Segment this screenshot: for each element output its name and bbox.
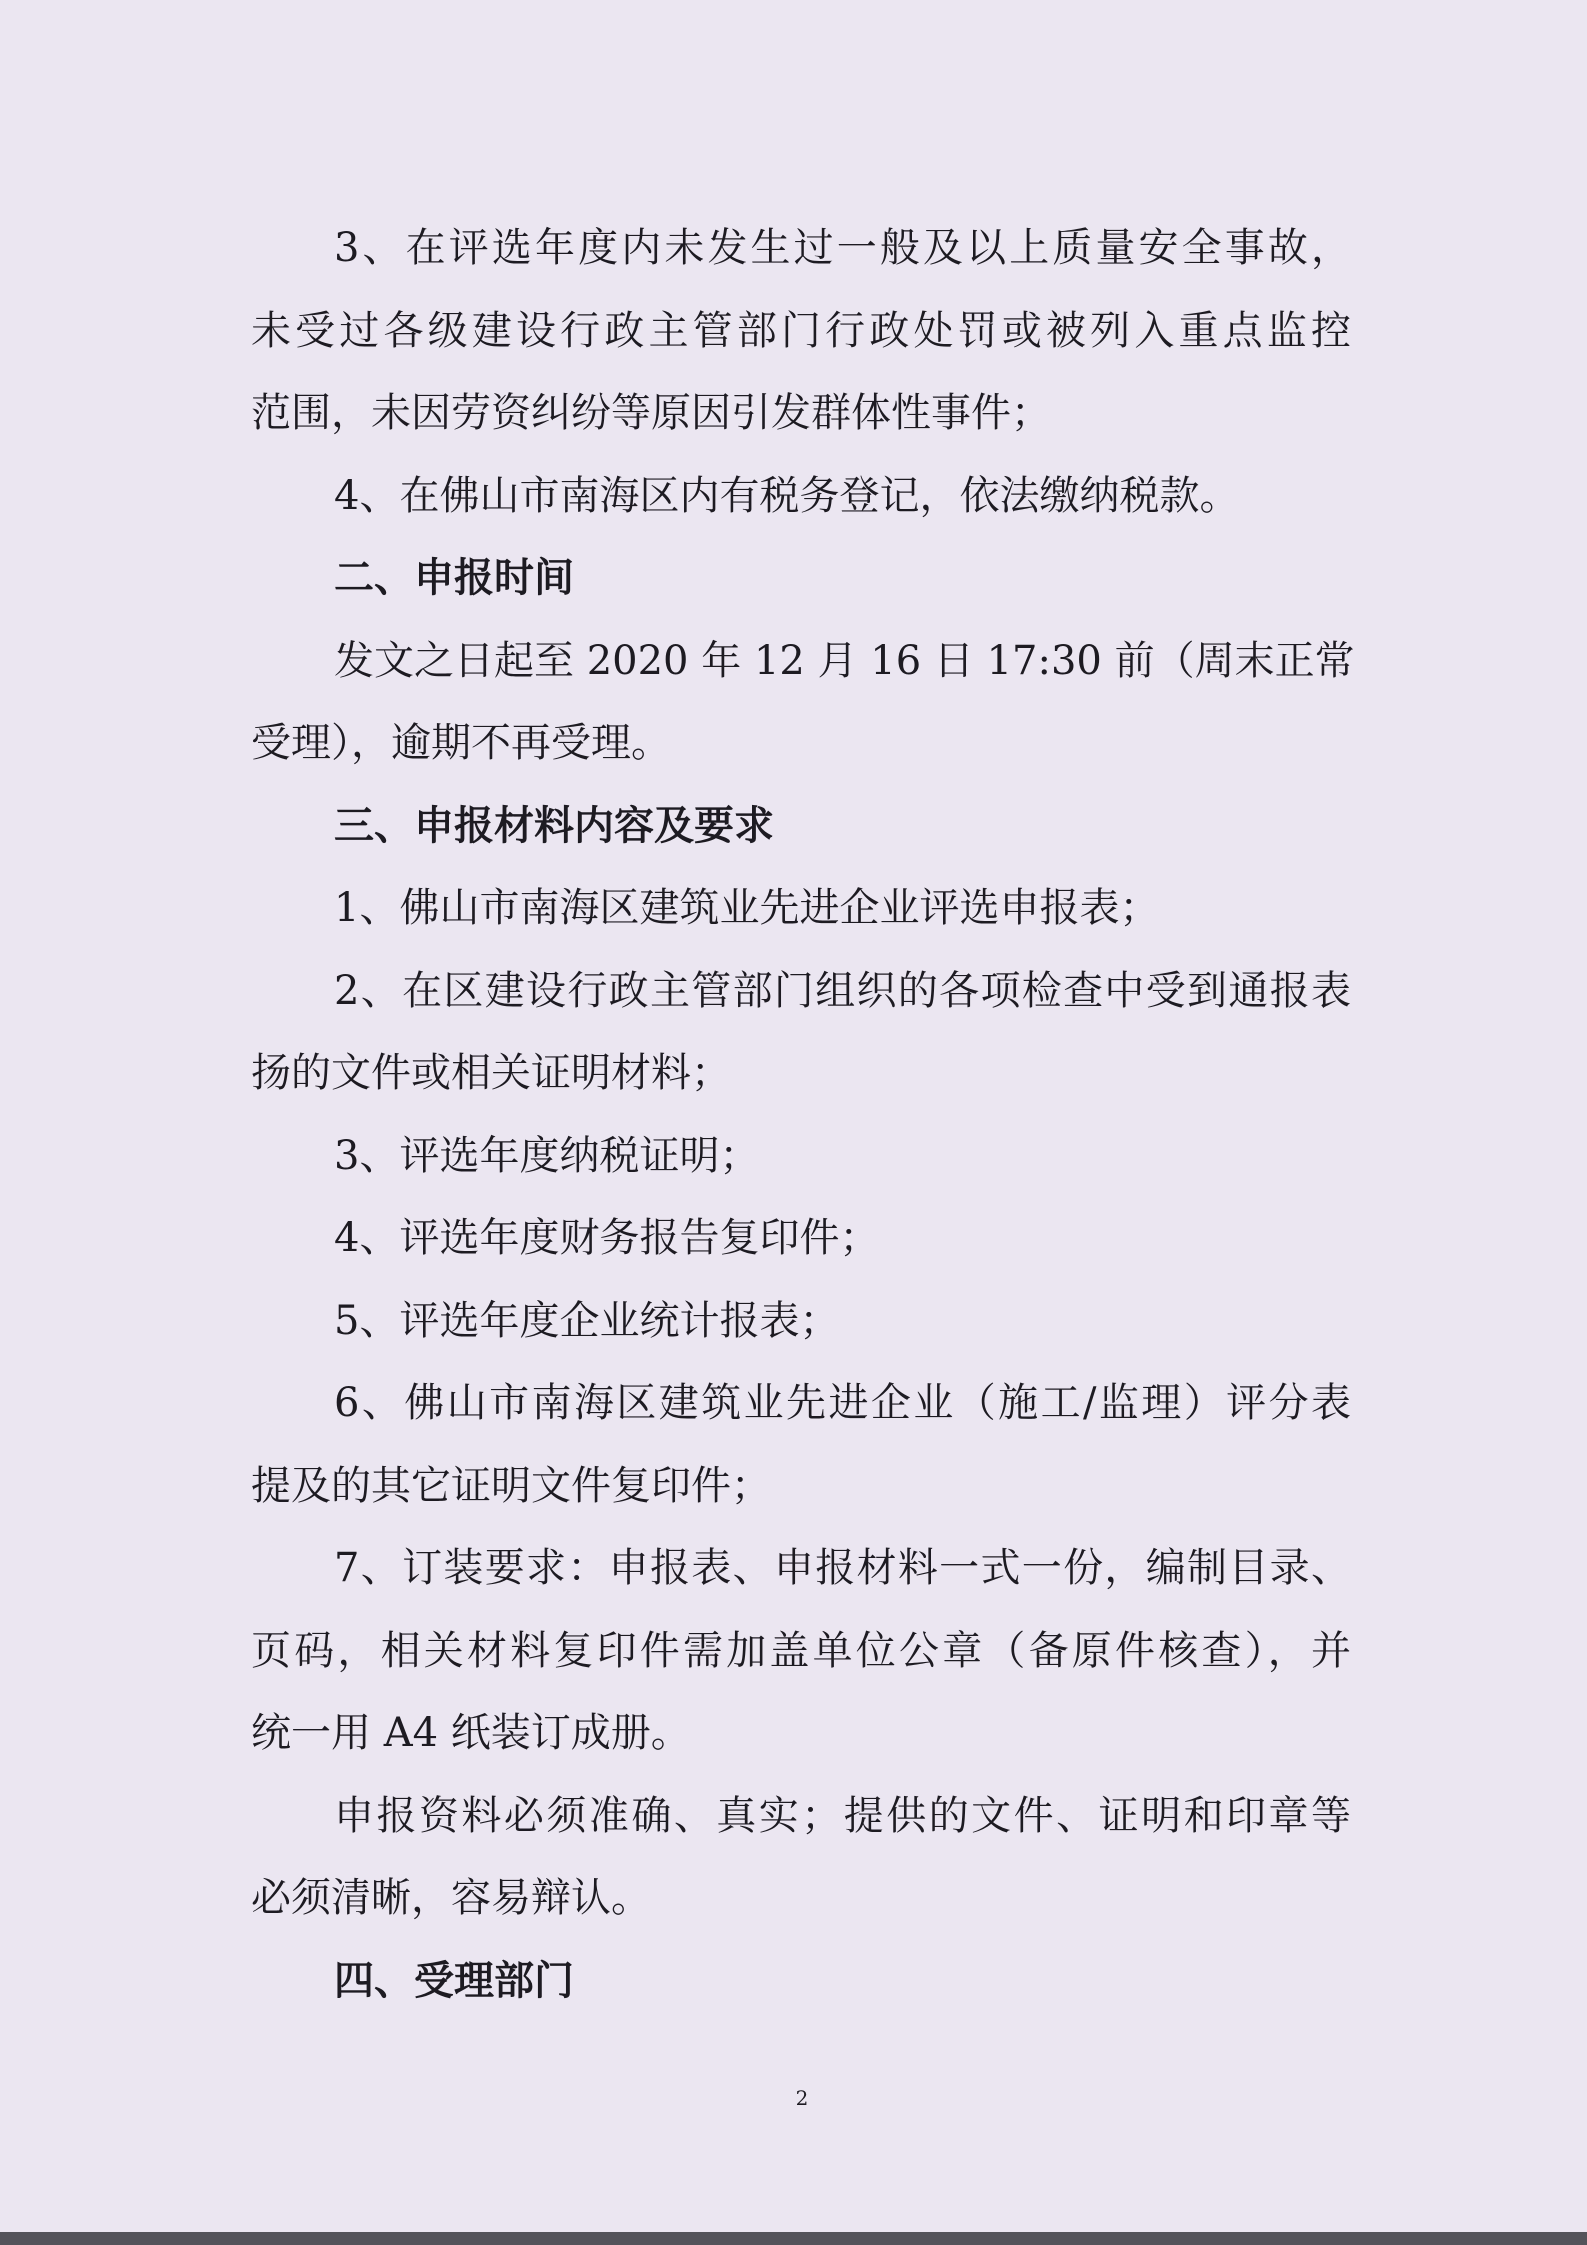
text-line: 5、评选年度企业统计报表；	[334, 1297, 840, 1344]
section-heading: 二、申报时间	[334, 555, 574, 601]
text-line: 必须清晰，容易辩认。	[251, 1875, 651, 1921]
text-line: 页码，相关材料复印件需加盖单位公章（备原件核查），并	[251, 1627, 1351, 1674]
text-line: 4、评选年度财务报告复印件；	[334, 1215, 880, 1261]
section-heading: 四、受理部门	[334, 1957, 574, 2004]
section-heading: 三、申报材料内容及要求	[334, 802, 774, 849]
text-line: 1、佛山市南海区建筑业先进企业评选申报表；	[334, 885, 1160, 931]
text-line: 统一用 A4 纸装订成册。	[251, 1710, 691, 1756]
page-number: 2	[795, 2086, 809, 2110]
text-line: 发文之日起至 2020 年 12 月 16 日 17:30 前（周末正常	[334, 637, 1355, 684]
text-line: 2、在区建设行政主管部门组织的各项检查中受到通报表	[334, 967, 1351, 1014]
text-line: 4、在佛山市南海区内有税务登记，依法缴纳税款。	[334, 472, 1240, 519]
text-line: 提及的其它证明文件复印件；	[251, 1462, 771, 1509]
scan-edge	[0, 2232, 1587, 2245]
text-line: 申报资料必须准确、真实；提供的文件、证明和印章等	[334, 1792, 1351, 1839]
text-line: 受理），逾期不再受理。	[251, 720, 671, 766]
text-line: 扬的文件或相关证明材料；	[251, 1050, 731, 1096]
text-line: 3、评选年度纳税证明；	[334, 1132, 760, 1179]
text-line: 7、订装要求：申报表、申报材料一式一份，编制目录、	[334, 1545, 1351, 1591]
text-line: 未受过各级建设行政主管部门行政处罚或被列入重点监控	[251, 307, 1351, 354]
text-line: 3、在评选年度内未发生过一般及以上质量安全事故，	[334, 225, 1351, 271]
text-line: 6、佛山市南海区建筑业先进企业（施工/监理）评分表	[334, 1380, 1351, 1426]
text-line: 范围，未因劳资纠纷等原因引发群体性事件；	[251, 390, 1051, 436]
